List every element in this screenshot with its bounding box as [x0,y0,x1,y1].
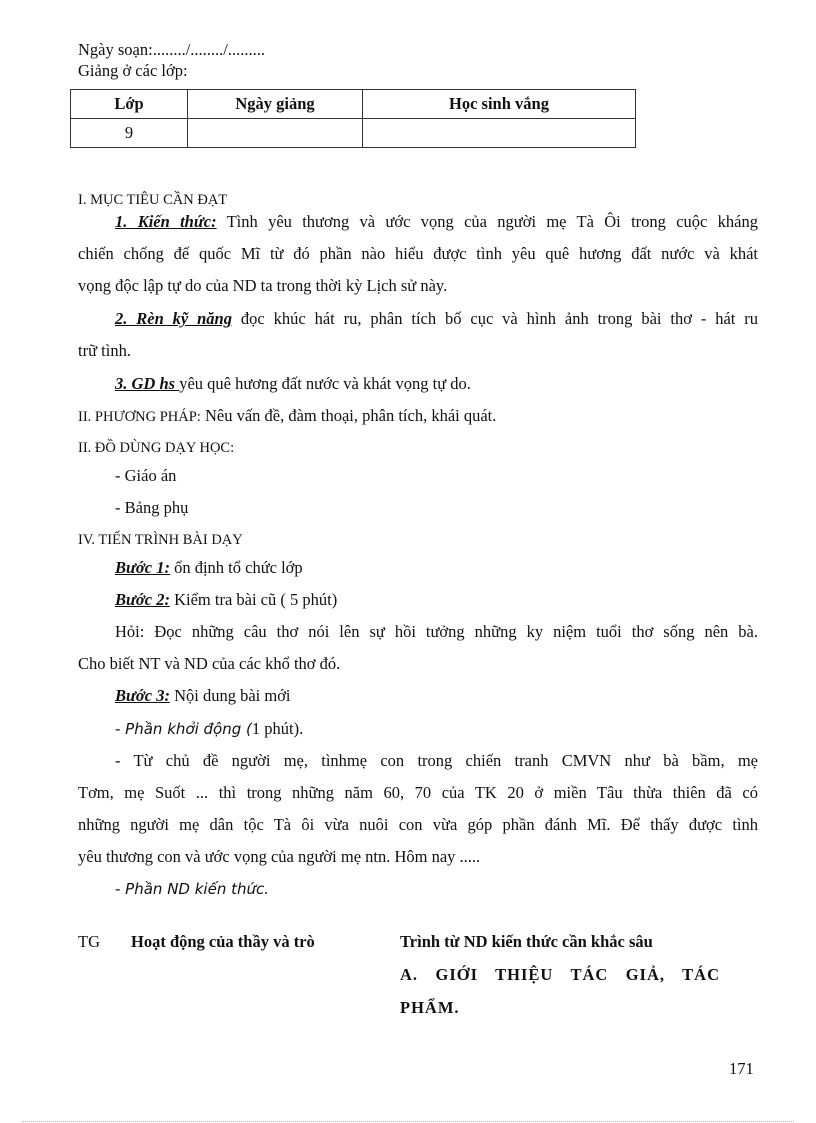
col-hoat-dong: Hoạt động của thầy và trò [131,932,315,951]
table-header-row [71,90,636,119]
table-cell [188,119,363,148]
kien-thuc-line-2: chiến chống đế quốc Mĩ từ đó phần nào hiểu được tình yêu quê hương đất nước và khát [78,244,758,263]
khoi-dong-italic: - Phần khởi động ( [115,720,252,738]
kien-thuc-label: 1. Kiến thức: [115,212,217,231]
ren-ky-nang-label: 2. Rèn kỹ năng [115,309,232,328]
buoc-3-line [115,686,758,706]
paragraph-line-1: - Từ chủ đề người mẹ, tìnhmẹ con trong chiến tranh CMVN như bà bầm, mẹ [115,751,758,770]
list-item: - Bảng phụ [115,498,189,517]
gd-text: yêu quê hương đất nước và khát vọng tự do. [179,374,471,393]
phuong-phap-text: Nêu vấn đề, đàm thoại, phân tích, khái quát. [200,406,497,425]
class-table [70,89,636,148]
buoc-2-text: Kiểm tra bài cũ ( 5 phút) [169,590,338,609]
section-title-tien-trinh: IV. TIẾN TRÌNH BÀI DẠY [78,532,243,548]
hoi-line-2: Cho biết NT và ND của các khổ thơ đó. [78,654,341,673]
page-number: 171 [729,1059,754,1078]
hoi-line-1: Hỏi: Đọc những câu thơ nói lên sự hồi tưởng những ky niệm tuổi thơ sống nên bà. [115,622,758,641]
list-item: - Giáo án [115,466,177,485]
buoc-1-line [115,558,758,578]
paragraph-line-3: những người mẹ dân tộc Tà ôi vừa nuôi con vừa góp phần đánh Mĩ. Để thấy được tình [78,815,758,834]
buoc-2-line [115,590,758,610]
kien-thuc-line-3: vọng độc lập tự do của ND ta trong thời kỳ Lịch sử này. [78,276,448,295]
buoc-3-label: Bước 3: [115,686,170,705]
khoi-dong-rest: 1 phút). [251,719,304,738]
ren-ky-nang-text: đọc khúc hát ru, phân tích bố cục và hình ảnh trong bài thơ - hát ru [232,309,759,328]
buoc-1-label: Bước 1: [115,558,170,577]
kien-thuc-line-1 [115,212,758,232]
phan-nd-line [115,879,758,899]
paragraph-line-2: Tơm, mẹ Suốt ... thì trong những năm 60, 70 của TK 20 ở miền Tâu thừa thiên đã có [78,783,758,802]
table-row [71,119,636,148]
ren-ky-nang-line-1 [115,309,758,329]
ren-ky-nang-line-2: trữ tình. [78,341,131,360]
teaching-classes-label: Giảng ở các lớp: [78,61,188,80]
phan-nd-italic: - Phần ND kiến thức. [115,880,270,898]
paragraph-line-4: yêu thương con và ước vọng của người mẹ ntn. Hôm nay ..... [78,847,481,866]
gd-label: 3. GD hs [115,374,180,393]
buoc-1-text: ổn định tổ chức lớp [169,558,303,577]
section-title-muc-tieu: I. MỤC TIÊU CẦN ĐẠT [78,192,228,208]
page-bottom-border [22,1121,794,1122]
buoc-2-label: Bước 2: [115,590,170,609]
khoi-dong-line [115,719,758,739]
buoc-3-text: Nội dung bài mới [169,686,291,705]
col-lop: Lớp [71,90,188,119]
date-prepared: Ngày soạn:......../......../......... [78,40,265,59]
table-cell: 9 [71,119,188,148]
section-title-do-dung: II. ĐỒ DÙNG DẠY HỌC: [78,440,235,456]
col-hoc-sinh-vang: Học sinh vắng [363,90,636,119]
kien-thuc-text: Tình yêu thương và ước vọng của người mẹ Tà Ôi trong cuộc kháng [216,212,759,231]
col-trinh-tu: Trình từ ND kiến thức cần khắc sâu [400,932,653,951]
col-ngay-giang: Ngày giảng [188,90,363,119]
gd-line [115,374,758,394]
table-cell [363,119,636,148]
section-a-heading: A. GIỚI THIỆU TÁC GIẢ, TÁC PHẨM. [400,965,720,1017]
col-tg: TG [78,932,100,951]
phuong-phap-line [78,406,758,427]
section-title-phuong-phap: II. PHƯƠNG PHÁP: [78,409,201,425]
